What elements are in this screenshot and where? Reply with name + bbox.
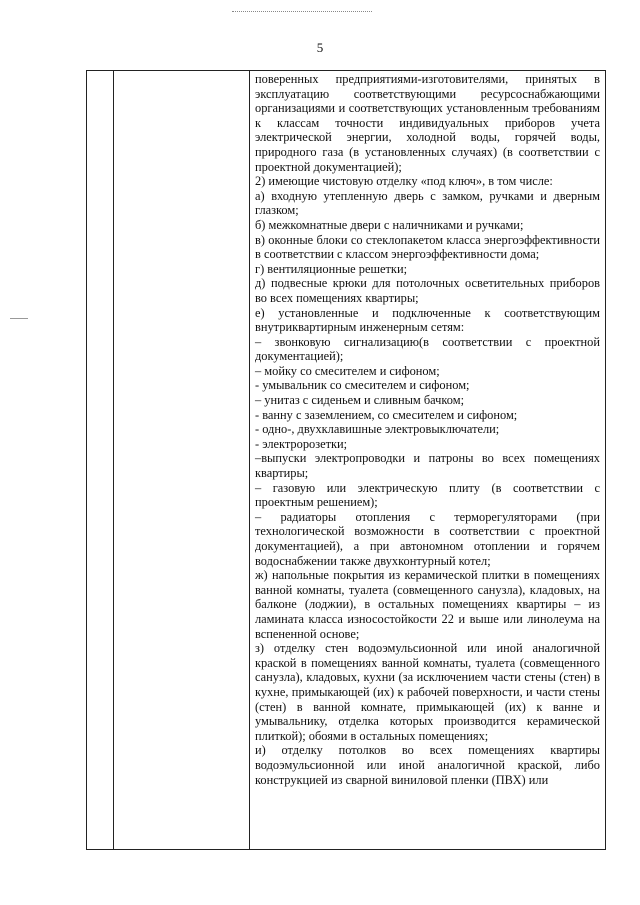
- item-ceiling-finish: и) отделку потолков во всех помещениях квартиры водоэмульсионной или иной аналогичной краской, либо конструкцией из сварной виниловой пленки (ПВХ) или: [255, 743, 600, 787]
- subitem-bathtub: - ванну с заземлением, со смесителем и сифоном;: [255, 407, 518, 422]
- subitem-stove: – газовую или электрическую плиту (в соответствии с проектным решением);: [255, 480, 600, 510]
- page-number: 5: [316, 40, 324, 55]
- item-vent-grilles: г) вентиляционные решетки;: [255, 261, 408, 276]
- table-cell-empty-wide: [114, 71, 250, 850]
- subitem-radiators: – радиаторы отопления с терморегуляторами (при технологической возможности в соответствии с проектной документацией), а при автономном отоплении и горячем водоснабжении также двухконтурный котел;: [255, 509, 600, 568]
- table-cell-empty-narrow: [87, 71, 114, 850]
- item-floor-coverings: ж) напольные покрытия из керамической плитки в помещениях ванной комнаты, туалета (совмещенного санузла), кладовых, на балконе (лоджии), в остальных помещениях квартиры – из ламината класса износостойкости 22 и выше или линолеума на вспененной основе;: [255, 568, 600, 641]
- requirements-table: [86, 70, 606, 850]
- item-ceiling-hooks: д) подвесные крюки для потолочных осветительных приборов во всех помещениях квартиры;: [255, 276, 600, 305]
- item-entrance-door: а) входную утепленную дверь с замком, ручками и дверным глазком;: [255, 188, 600, 218]
- scan-artifact-line: [232, 11, 372, 14]
- subitem-sink: – мойку со смесителем и сифоном;: [255, 363, 440, 378]
- subitem-doorbell: – звонковую сигнализацию(в соответствии с проектной документацией);: [255, 334, 600, 364]
- table-cell-text: [250, 71, 606, 850]
- subitem-washbasin: - умывальник со смесителем и сифоном;: [255, 378, 470, 393]
- subitem-toilet: – унитаз с сиденьем и сливным бачком;: [255, 393, 465, 408]
- subitem-wiring-outlets: –выпуски электропроводки и патроны во всех помещениях квартиры;: [255, 451, 600, 481]
- item-interior-doors: б) межкомнатные двери с наличниками и ручками;: [255, 217, 524, 232]
- paragraph-turnkey-finish: 2) имеющие чистовую отделку «под ключ», в том числе:: [255, 174, 553, 189]
- item-wall-finish: з) отделку стен водоэмульсионной или иной аналогичной краской в помещениях ванной комнаты, туалета (совмещенного санузла), кладовых, кухни (за исключением части стены (стен) в кухне, примыкающей (их) к рабочей поверхности, и части стены (стен) в ванной комнате, примыкающей (их) к ванне и умывальнику, отделка которых производится керамической плиткой); обоями в остальных помещениях;: [255, 641, 600, 743]
- subitem-switches: - одно-, двухклавишные электровыключатели;: [255, 422, 500, 437]
- table-row: [87, 71, 606, 850]
- item-installed-connected: е) установленные и подключенные к соответствующим внутриквартирным инженерным сетям:: [255, 305, 600, 335]
- item-window-blocks: в) оконные блоки со стеклопакетом класса энергоэффективности в соответствии с классом энергоэффективности дома;: [255, 232, 600, 262]
- subitem-sockets: - электророзетки;: [255, 436, 348, 451]
- margin-mark: [10, 318, 28, 319]
- paragraph-meter-devices: поверенных предприятиями-изготовителями, принятых в эксплуатацию соответствующими ресурсоснабжающими организациями и соответствующих установленным требованиям к классам точности индивидуальных приборов учета электрической энергии, холодной воды, горячей воды, природного газа (в установленных случаях) (в соответствии с проектной документацией);: [255, 72, 600, 174]
